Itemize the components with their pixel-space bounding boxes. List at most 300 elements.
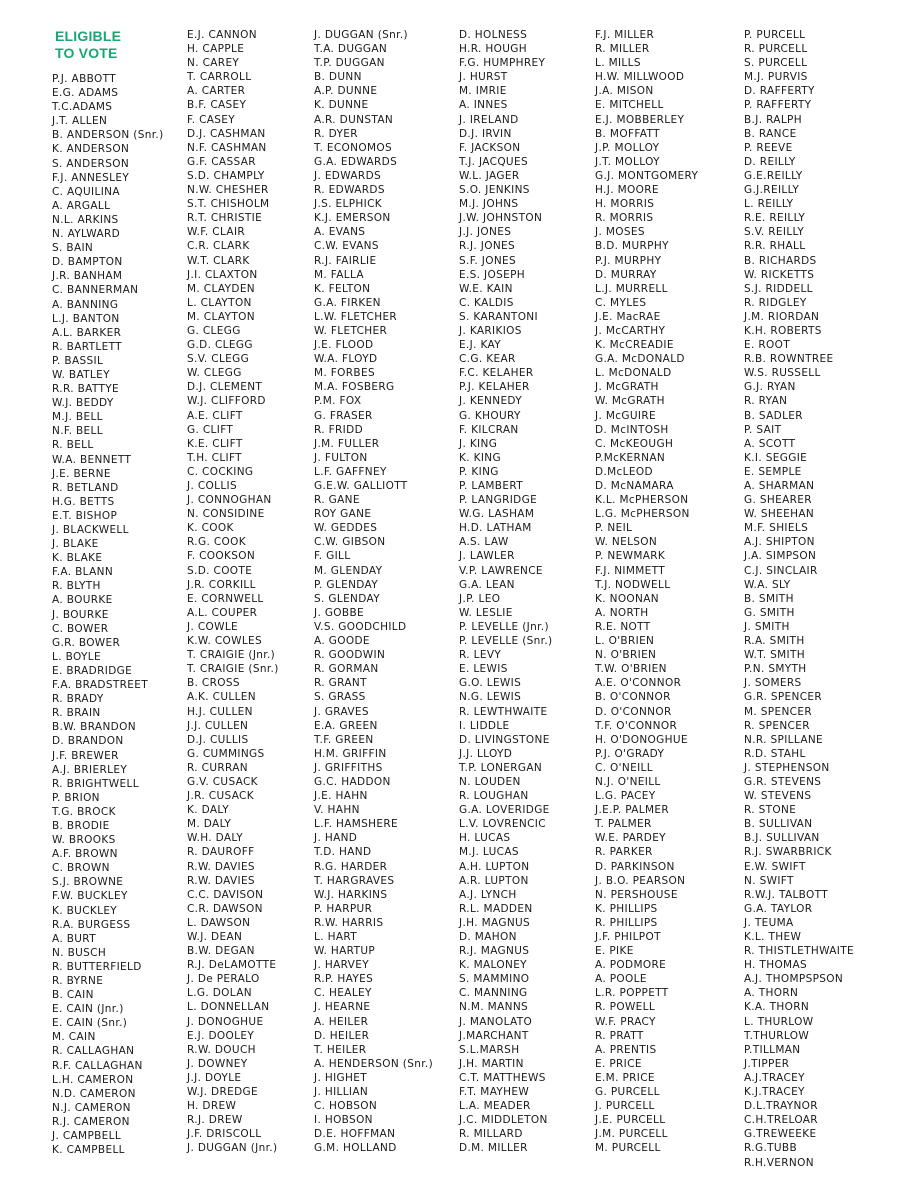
voter-name: W.F. PRACY xyxy=(595,1015,656,1028)
voter-name: J. EDWARDS xyxy=(314,169,382,182)
voter-name: J.E. BERNE xyxy=(52,467,111,480)
voter-name: D. HOLNESS xyxy=(459,29,528,41)
voter-name: L.W. FLETCHER xyxy=(314,310,398,323)
voter-name: J. KING xyxy=(459,437,498,450)
voter-name: J.J. CULLEN xyxy=(187,719,249,732)
voter-name: A. HEILER xyxy=(314,1015,369,1028)
voter-name: H.M. GRIFFIN xyxy=(314,747,387,760)
voter-name: K. KING xyxy=(459,451,501,464)
voter-name: P. BASSIL xyxy=(52,354,104,367)
voter-name: S.F. JONES xyxy=(459,254,517,267)
voter-name: W. HARTUP xyxy=(314,945,376,958)
voter-name: T.C.ADAMS xyxy=(52,101,113,114)
voter-name: R. RIDGLEY xyxy=(744,296,807,309)
voter-name: J. BLAKE xyxy=(52,538,99,551)
voter-name: J.T. ALLEN xyxy=(52,115,108,128)
voter-name: P. KING xyxy=(459,465,499,478)
voter-name: L.G. PACEY xyxy=(595,790,656,803)
voter-name: E. PRICE xyxy=(595,1057,642,1070)
voter-name: J. MANOLATO xyxy=(459,1015,533,1028)
voter-name: A.J. THOMPSPSON xyxy=(744,973,844,986)
voter-name: D. PARKINSON xyxy=(595,860,675,873)
voter-name: S. ANDERSON xyxy=(52,157,130,170)
voter-name: T.J. NODWELL xyxy=(595,578,671,591)
voter-name: S.L.MARSH xyxy=(459,1043,520,1056)
voter-name: H. DREW xyxy=(187,1100,237,1113)
name-list xyxy=(595,28,698,1156)
voter-name: W.T. SMITH xyxy=(744,649,805,662)
voter-name: M.A. FOSBERG xyxy=(314,381,395,394)
voter-name: G.J. RYAN xyxy=(744,381,796,394)
name-column-4 xyxy=(459,28,553,1156)
eligible-to-vote-heading xyxy=(55,28,164,62)
voter-name: J. HEARNE xyxy=(314,1001,371,1014)
voter-name: M. CLAYTON xyxy=(187,310,255,323)
voter-name: A.J. LYNCH xyxy=(459,888,517,901)
voter-name: C.W. GIBSON xyxy=(314,536,386,549)
voter-name: C. AQUILINA xyxy=(52,185,120,198)
voter-name: F.A. BRADSTREET xyxy=(52,679,149,692)
voter-name: F. JACKSON xyxy=(459,141,521,154)
voter-name: J.TIPPER xyxy=(744,1057,790,1070)
voter-name: A. PRENTIS xyxy=(595,1043,657,1056)
voter-name: R. LOUGHAN xyxy=(459,790,529,803)
voter-name: J. GRAVES xyxy=(314,705,369,718)
voter-name: J. PURCELL xyxy=(595,1100,655,1113)
voter-name: L. O'BRIEN xyxy=(595,635,655,648)
voter-name: G. SMITH xyxy=(744,606,795,619)
voter-name: J. KENNEDY xyxy=(459,395,523,408)
voter-name: H.G. BETTS xyxy=(52,495,115,508)
voter-name: M. CAIN xyxy=(52,1031,96,1044)
voter-name: G.C. HADDON xyxy=(314,775,391,788)
voter-name: K.J.TRACEY xyxy=(744,1086,805,1099)
voter-name: K. FELTON xyxy=(314,282,371,295)
voter-name: A. CARTER xyxy=(187,85,246,98)
voter-name: T.D. HAND xyxy=(314,846,372,859)
voter-name: J.M. PURCELL xyxy=(595,1128,668,1141)
voter-name: K. DUNNE xyxy=(314,99,369,112)
voter-name: S. MAMMINO xyxy=(459,973,530,986)
voter-name: H.D. LATHAM xyxy=(459,522,532,535)
voter-name: H.J. CULLEN xyxy=(187,705,253,718)
voter-name: A. SHARMAN xyxy=(744,480,815,492)
voter-name: K. MALONEY xyxy=(459,959,527,972)
voter-name: C.G. KEAR xyxy=(459,353,516,366)
voter-name: J. HARVEY xyxy=(314,959,369,972)
voter-name: B. SADLER xyxy=(744,409,803,422)
voter-name: L. DONNELLAN xyxy=(187,1001,270,1014)
voter-name: B. SMITH xyxy=(744,592,794,605)
voter-name: S.T. CHISHOLM xyxy=(187,198,270,211)
voter-name: R. POWELL xyxy=(595,1001,656,1014)
voter-name: F. GILL xyxy=(314,550,351,563)
voter-name: F. COOKSON xyxy=(187,550,256,563)
voter-name: I. HOBSON xyxy=(314,1114,373,1127)
voter-name: J.R. CUSACK xyxy=(187,790,254,803)
voter-name: N. SWIFT xyxy=(744,874,794,887)
name-column-5 xyxy=(595,28,698,1156)
voter-name: D.M. MILLER xyxy=(459,1142,528,1155)
voter-name: R. GRANT xyxy=(314,677,367,690)
voter-name: R. BARTLETT xyxy=(52,340,122,353)
voter-name: D. LIVINGSTONE xyxy=(459,733,550,746)
voter-name: R.G. HARDER xyxy=(314,860,388,873)
voter-name: J. IRELAND xyxy=(459,113,519,126)
voter-name: R. GANE xyxy=(314,494,360,507)
voter-name: J. HAND xyxy=(314,832,358,845)
voter-name: G.J.REILLY xyxy=(744,184,800,197)
voter-name: J. COWLE xyxy=(187,620,239,633)
voter-name: R. MILLER xyxy=(595,43,650,56)
voter-name: C. BANNERMAN xyxy=(52,284,139,297)
voter-name: L.J. MURRELL xyxy=(595,282,668,295)
voter-name: G.A. EDWARDS xyxy=(314,155,398,168)
voter-name: R.E. NOTT xyxy=(595,620,651,633)
voter-name: E.J. MOBBERLEY xyxy=(595,113,685,126)
name-list xyxy=(459,28,553,1156)
voter-name: J. HIGHET xyxy=(314,1071,367,1084)
voter-name: S. BAIN xyxy=(52,242,94,255)
voter-name: R.E. REILLY xyxy=(744,212,806,225)
heading-line-2: TO VOTE xyxy=(55,45,118,61)
voter-name: D.E. HOFFMAN xyxy=(314,1128,396,1141)
voter-name: L.G. DOLAN xyxy=(187,987,252,1000)
voter-name: N. O'BRIEN xyxy=(595,649,657,662)
voter-name: A.K. CULLEN xyxy=(187,691,256,704)
voter-name: D. BRANDON xyxy=(52,735,124,748)
voter-name: R.J. CAMERON xyxy=(52,1115,130,1128)
voter-name: R.A. SMITH xyxy=(744,635,805,648)
voter-name: G. PURCELL xyxy=(595,1086,660,1099)
voter-name: F.J. NIMMETT xyxy=(595,564,666,577)
voter-name: C.C. DAVISON xyxy=(187,888,264,901)
voter-name: N.M. MANNS xyxy=(459,1001,529,1014)
voter-name: J. De PERALO xyxy=(187,973,260,986)
voter-name: F.C. KELAHER xyxy=(459,367,534,380)
voter-name: R.W. DOUCH xyxy=(187,1043,256,1056)
voter-name: W.E. PARDEY xyxy=(595,832,666,845)
voter-name: T.H. CLIFT xyxy=(187,451,242,464)
voter-name: M.J. PURVIS xyxy=(744,71,808,84)
voter-name: H. MORRIS xyxy=(595,198,655,211)
voter-name: P. SAIT xyxy=(744,423,782,436)
voter-name: E.S. JOSEPH xyxy=(459,268,526,281)
voter-name: J.A. MISON xyxy=(595,85,654,98)
voter-name: R.G. COOK xyxy=(187,536,246,549)
voter-name: E.A. GREEN xyxy=(314,719,378,732)
voter-name: W.J. DEAN xyxy=(187,931,243,943)
voter-name: R.W. DAVIES xyxy=(187,874,255,887)
voter-name: R.J. DeLAMOTTE xyxy=(187,959,277,972)
voter-name: A. THORN xyxy=(744,987,799,1000)
voter-name: T. HEILER xyxy=(314,1043,367,1056)
voter-name: S.J. BROWNE xyxy=(52,876,124,889)
voter-name: A. ARGALL xyxy=(52,199,111,212)
voter-name: P.J. MURPHY xyxy=(595,254,662,267)
voter-name: R. BLYTH xyxy=(52,580,101,593)
voter-name: R. MORRIS xyxy=(595,212,654,225)
voter-name: B. CROSS xyxy=(187,677,240,690)
voter-name: A. BURT xyxy=(52,932,96,945)
voter-name: E. CAIN (Snr.) xyxy=(52,1017,128,1030)
voter-name: T.F. O'CONNOR xyxy=(595,719,678,732)
voter-name: S. PURCELL xyxy=(744,57,808,70)
voter-name: A. SCOTT xyxy=(744,437,796,450)
voter-name: G. FRASER xyxy=(314,409,373,422)
voter-name: G.M. HOLLAND xyxy=(314,1142,397,1155)
voter-name: M. PURCELL xyxy=(595,1142,661,1155)
voter-name: R.G.TUBB xyxy=(744,1142,798,1155)
voter-name: L.A. MEADER xyxy=(459,1100,531,1113)
voter-name: B. SULLIVAN xyxy=(744,818,813,831)
voter-name: G.E.REILLY xyxy=(744,169,803,182)
voter-name: E. SEMPLE xyxy=(744,465,802,478)
voter-name: H. O'DONOGHUE xyxy=(595,733,688,746)
voter-name: J.P. MOLLOY xyxy=(595,141,660,154)
voter-name: A. POOLE xyxy=(595,973,647,986)
voter-name: J. McCARTHY xyxy=(595,324,666,337)
voter-name: R. EDWARDS xyxy=(314,184,385,197)
voter-name: R. PRATT xyxy=(595,1029,644,1042)
voter-name: B.D. MURPHY xyxy=(595,240,669,253)
voter-name: F. CASEY xyxy=(187,113,236,126)
voter-name: A.J.TRACEY xyxy=(744,1071,805,1084)
voter-name: F.A. BLANN xyxy=(52,566,114,579)
voter-name: L. DAWSON xyxy=(187,916,251,929)
voter-name: V.P. LAWRENCE xyxy=(459,564,543,577)
voter-name: W.A. FLOYD xyxy=(314,353,378,366)
voter-name: W. McGRATH xyxy=(595,395,665,408)
voter-name: J. B.O. PEARSON xyxy=(595,874,686,887)
voter-name: R.W. DAVIES xyxy=(187,860,255,873)
voter-name: R.J. JONES xyxy=(459,240,516,253)
voter-name: W.S. RUSSELL xyxy=(744,367,821,380)
voter-name: V. HAHN xyxy=(314,804,360,817)
voter-name: S. KARANTONI xyxy=(459,310,538,323)
voter-name: J.E. FLOOD xyxy=(314,339,374,352)
voter-name: B.F. CASEY xyxy=(187,99,247,112)
voter-name: M. CLAYDEN xyxy=(187,282,256,295)
voter-name: S.D. CHAMPLY xyxy=(187,169,265,182)
voter-name: R.P. HAYES xyxy=(314,973,374,986)
voter-name: T. HARGRAVES xyxy=(314,874,395,887)
voter-name: R. DAUROFF xyxy=(187,846,255,859)
voter-name: B. ANDERSON (Snr.) xyxy=(52,129,164,142)
voter-name: R. PARKER xyxy=(595,846,653,859)
voter-name: D. REILLY xyxy=(744,155,796,168)
voter-name: J.S. ELPHICK xyxy=(314,198,382,211)
voter-name: A.E. CLIFT xyxy=(187,409,243,422)
voter-name: J.MARCHANT xyxy=(459,1029,529,1042)
voter-name: G.J. MONTGOMERY xyxy=(595,169,699,182)
voter-name: E.J. DOOLEY xyxy=(187,1029,255,1042)
voter-name: K.J. EMERSON xyxy=(314,212,391,225)
voter-name: C. HOBSON xyxy=(314,1100,378,1113)
voter-name: P.J. KELAHER xyxy=(459,381,530,394)
voter-name: S.V. CLEGG xyxy=(187,353,250,366)
voter-name: B. RANCE xyxy=(744,127,797,140)
voter-name: J.T. MOLLOY xyxy=(595,155,660,168)
voter-name: P.TILLMAN xyxy=(744,1043,801,1056)
voter-name: T.W. O'BRIEN xyxy=(595,663,667,676)
voter-name: N.J. O'NEILL xyxy=(595,775,661,788)
voter-name: G.A. TAYLOR xyxy=(744,902,813,915)
voter-name: H. THOMAS xyxy=(744,959,808,972)
name-column-1 xyxy=(52,28,164,1157)
voter-name: G.A. LEAN xyxy=(459,578,515,591)
voter-name: L. HART xyxy=(314,931,357,943)
voter-name: E. CORNWELL xyxy=(187,592,264,605)
voter-name: K.E. CLIFT xyxy=(187,437,243,450)
voter-name: C. HEALEY xyxy=(314,987,372,1000)
voter-name: P. HARPUR xyxy=(314,902,373,915)
voter-name: I. LIDDLE xyxy=(459,719,510,732)
voter-name: K.L. THEW xyxy=(744,931,802,943)
voter-name: D. McNAMARA xyxy=(595,480,674,492)
voter-name: G.A. LOVERIDGE xyxy=(459,804,550,817)
voter-name: V.S. GOODCHILD xyxy=(314,620,407,633)
voter-name: H. CAPPLE xyxy=(187,43,245,56)
voter-name: R.B. ROWNTREE xyxy=(744,353,834,366)
voter-name: A.L. COUPER xyxy=(187,606,258,619)
voter-name: A. PODMORE xyxy=(595,959,667,972)
voter-name: K. McCREADIE xyxy=(595,339,674,352)
voter-name: A. BOURKE xyxy=(52,594,113,607)
voter-name: P.M. FOX xyxy=(314,395,362,408)
voter-name: E.G. ADAMS xyxy=(52,87,119,100)
voter-name: F.G. HUMPHREY xyxy=(459,57,546,70)
voter-name: J. DUGGAN (Snr.) xyxy=(314,29,408,41)
voter-name: C.W. EVANS xyxy=(314,240,379,253)
voter-name: P. LAMBERT xyxy=(459,480,523,492)
voter-name: G.V. CUSACK xyxy=(187,775,258,788)
voter-name: R.J. FAIRLIE xyxy=(314,254,377,267)
voter-name: M.J. LUCAS xyxy=(459,846,519,859)
voter-name: N.R. SPILLANE xyxy=(744,733,824,746)
voter-name: P. LANGRIDGE xyxy=(459,494,538,507)
voter-name: J.W. JOHNSTON xyxy=(459,212,543,225)
voter-name: T.F. GREEN xyxy=(314,733,374,746)
voter-name: J. McGRATH xyxy=(595,381,659,394)
voter-name: W.A. BENNETT xyxy=(52,453,132,466)
voter-name: R. BUTTERFIELD xyxy=(52,960,142,973)
voter-name: J.M. RIORDAN xyxy=(744,310,820,323)
voter-name: J.C. MIDDLETON xyxy=(459,1114,548,1127)
voter-name: G. SHEARER xyxy=(744,494,812,507)
voter-name: T.A. DUGGAN xyxy=(314,43,388,56)
voter-name: E. PIKE xyxy=(595,945,634,958)
voter-name: R.J. SWARBRICK xyxy=(744,846,832,859)
voter-name: J.E. HAHN xyxy=(314,790,368,803)
voter-name: G.R. SPENCER xyxy=(744,691,823,704)
voter-name: B. DUNN xyxy=(314,71,362,84)
voter-name: J. DUGGAN (Jnr.) xyxy=(187,1142,278,1155)
voter-name: C. MANNING xyxy=(459,987,528,1000)
voter-name: J. GOBBE xyxy=(314,606,365,619)
voter-name: P. RAFFERTY xyxy=(744,99,812,112)
voter-name: S.D. COOTE xyxy=(187,564,253,577)
voter-name: N.L. ARKINS xyxy=(52,213,119,226)
voter-name: J.J. JONES xyxy=(459,226,512,239)
voter-name: S.O. JENKINS xyxy=(459,184,530,197)
voter-name: E. ROOT xyxy=(744,339,790,352)
voter-name: N.G. LEWIS xyxy=(459,691,522,704)
voter-name: L.G. McPHERSON xyxy=(595,508,690,521)
voter-name: E.J. KAY xyxy=(459,339,502,352)
voter-name: P.N. SMYTH xyxy=(744,663,807,676)
voter-name: N.D. CAMERON xyxy=(52,1087,136,1100)
voter-name: W.E. KAIN xyxy=(459,282,513,295)
voter-name: S.J. RIDDELL xyxy=(744,282,813,295)
voter-name: P. PURCELL xyxy=(744,29,806,41)
voter-name: L. THURLOW xyxy=(744,1015,814,1028)
voter-name: P. LEVELLE (Jnr.) xyxy=(459,620,549,633)
voter-name: R. PHILLIPS xyxy=(595,916,658,929)
voter-name: W. RICKETTS xyxy=(744,268,815,281)
voter-name: C. O'NEILL xyxy=(595,761,653,774)
voter-name: D. MURRAY xyxy=(595,268,657,281)
voter-name: J. BOURKE xyxy=(52,608,109,621)
voter-name: A. INNES xyxy=(459,99,508,112)
voter-name: R. GORMAN xyxy=(314,663,379,676)
voter-name: W.H. DALY xyxy=(187,832,244,845)
voter-name: T.P. LONERGAN xyxy=(459,761,543,774)
voter-name: L.R. POPPETT xyxy=(595,987,669,1000)
voter-name: C.T. MATTHEWS xyxy=(459,1071,546,1084)
voter-name: A. GOODE xyxy=(314,635,370,648)
voter-name: G.TREWEEKE xyxy=(744,1128,817,1141)
voter-name: R.A. BURGESS xyxy=(52,918,131,931)
voter-name: T.P. DUGGAN xyxy=(314,57,385,70)
voter-name: W. NELSON xyxy=(595,536,658,549)
voter-name: J.E. MacRAE xyxy=(595,310,661,323)
voter-name: R.F. CALLAGHAN xyxy=(52,1059,143,1072)
voter-name: D. McINTOSH xyxy=(595,423,669,436)
voter-name: N. CAREY xyxy=(187,57,240,70)
voter-name: J. KARIKIOS xyxy=(459,324,522,337)
voter-name: J.J. LLOYD xyxy=(459,747,513,760)
voter-name: K. BUCKLEY xyxy=(52,904,118,917)
voter-name: R.T. CHRISTIE xyxy=(187,212,263,225)
voter-name: W. GEDDES xyxy=(314,522,378,535)
voter-name: M.J. BELL xyxy=(52,411,103,424)
voter-name: R. LEWTHWAITE xyxy=(459,705,548,718)
voter-name: G.F. CASSAR xyxy=(187,155,256,168)
voter-name: L. REILLY xyxy=(744,198,794,211)
voter-name: K.A. THORN xyxy=(744,1001,810,1014)
voter-name: A.E. O'CONNOR xyxy=(595,677,682,690)
voter-name: J.E.P. PALMER xyxy=(595,804,670,817)
voter-name: H.W. MILLWOOD xyxy=(595,71,685,84)
voter-name: G.D. CLEGG xyxy=(187,339,253,352)
voter-name: A. EVANS xyxy=(314,226,366,239)
voter-name: H.R. HOUGH xyxy=(459,43,528,56)
voter-name: G. CLEGG xyxy=(187,324,241,337)
voter-name: B. CAIN xyxy=(52,989,94,1002)
voter-name: R. THISTLETHWAITE xyxy=(744,945,854,958)
voter-name: J.M. FULLER xyxy=(314,437,380,450)
voter-name: K.I. SEGGIE xyxy=(744,451,808,464)
voter-name: J. McGUIRE xyxy=(595,409,656,422)
voter-name: B.J. RALPH xyxy=(744,113,802,126)
voter-name: K. CAMPBELL xyxy=(52,1144,125,1157)
voter-name: J. DONOGHUE xyxy=(187,1015,264,1028)
voter-name: C. KALDIS xyxy=(459,296,514,309)
voter-name: J.R. CORKILL xyxy=(187,578,256,591)
voter-name: M. FORBES xyxy=(314,367,375,380)
voter-name: C. McKEOUGH xyxy=(595,437,674,450)
